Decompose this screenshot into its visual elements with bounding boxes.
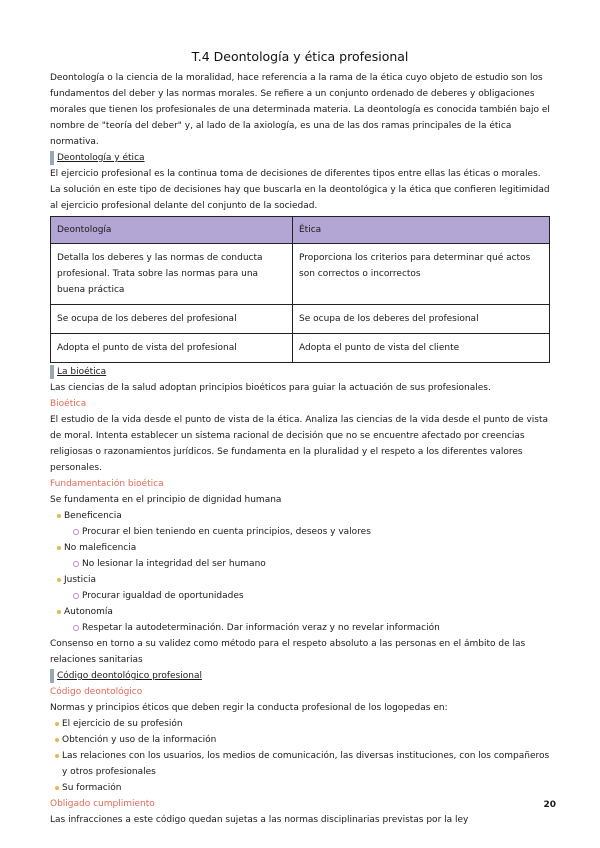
- page-title: T.4 Deontología y ética profesional: [191, 49, 409, 64]
- table-row: [51, 305, 550, 334]
- page-number: 20: [543, 800, 556, 810]
- list-item: Justicia: [50, 572, 550, 588]
- table-row: [51, 244, 550, 305]
- table-cell: Detalla los deberes y las normas de conducta profesional. Trata sobre las normas para una buena práctica: [51, 244, 293, 305]
- list-item: Su formación: [50, 780, 550, 796]
- list-subitem: No lesionar la integridad del ser humano: [50, 556, 550, 572]
- subheading-fundamentacion: Fundamentación bioética: [50, 479, 164, 489]
- obligado-text: Las infracciones a este código quedan sujetas a las normas disciplinarias previstas por la ley: [50, 815, 469, 825]
- section1-paragraph: El ejercicio profesional es la continua toma de decisiones de diferentes tipos entre ellas las éticas o morales. La solución en este tipo de decisiones hay que buscarla en la deontológica y la ética que confieren legitimidad al ejercicio profesional delante del conjunto de la sociedad.: [50, 169, 550, 211]
- subheading-obligado: Obligado cumplimiento: [50, 799, 155, 809]
- table-cell: Adopta el punto de vista del profesional: [51, 334, 293, 363]
- consenso-paragraph: Consenso en torno a su validez como método para el respeto absoluto a las personas en el ámbito de las relaciones sanitarias: [50, 639, 526, 665]
- table-cell: Se ocupa de los deberes del profesional: [293, 305, 550, 334]
- table-cell: Adopta el punto de vista del cliente: [293, 334, 550, 363]
- list-item: Beneficencia: [50, 508, 550, 524]
- section-heading-deontologia: Deontología y ética: [50, 151, 145, 165]
- subheading-codigo: Código deontológico: [50, 687, 143, 697]
- table-cell: Proporciona los criterios para determinar qué actos son correctos o incorrectos: [293, 244, 550, 305]
- table-header-cell: Ética: [293, 217, 550, 244]
- list-item: No maleficencia: [50, 540, 550, 556]
- fundamentacion-text: Se fundamenta en el principio de dignidad humana: [50, 495, 282, 505]
- section-heading-bioetica: La bioética: [50, 365, 106, 379]
- table-header-row: [51, 217, 550, 244]
- list-item: Obtención y uso de la información: [50, 732, 550, 748]
- bioetica-intro: Las ciencias de la salud adoptan principios bioéticos para guiar la actuación de sus profesionales.: [50, 383, 491, 393]
- list-subitem: Procurar el bien teniendo en cuenta principios, deseos y valores: [50, 524, 550, 540]
- table-row: [51, 334, 550, 363]
- comparison-table: [50, 216, 550, 363]
- list-item: El ejercicio de su profesión: [50, 716, 550, 732]
- table-header-cell: Deontología: [51, 217, 293, 244]
- principles-list: [50, 508, 550, 636]
- codigo-list: [50, 716, 550, 796]
- table-cell: Se ocupa de los deberes del profesional: [51, 305, 293, 334]
- bioetica-paragraph: El estudio de la vida desde el punto de vista de la ética. Analiza las ciencias de la vida desde el punto de vista de moral. Intenta establecer un sistema racional de decisión que no se encuentre afectado por creencias religiosas o razonamientos jurídicos. Se fundamenta en la pluralidad y el respeto a los diferentes valores personales.: [50, 415, 549, 473]
- codigo-text: Normas y principios éticos que deben regir la conducta profesional de los logopedas en:: [50, 703, 448, 713]
- intro-paragraph: Deontología o la ciencia de la moralidad, hace referencia a la rama de la ética cuyo objeto de estudio son los fundamentos del deber y las normas morales. Se refiere a un conjunto ordenado de deberes y obligaciones morales que tienen los profesionales de una determinada materia. La deontología es conocida también bajo el nombre de "teoría del deber" y, al lado de la axiología, es una de las dos ramas principales de la ética normativa.: [50, 73, 550, 147]
- section-heading-codigo: Código deontológico profesional: [50, 669, 202, 683]
- subheading-bioetica: Bioética: [50, 399, 87, 409]
- list-subitem: Respetar la autodeterminación. Dar información veraz y no revelar información: [50, 620, 550, 636]
- list-item: Autonomía: [50, 604, 550, 620]
- list-subitem: Procurar igualdad de oportunidades: [50, 588, 550, 604]
- list-item: Las relaciones con los usuarios, los medios de comunicación, las diversas instituciones, con los compañeros y otros profesionales: [50, 748, 550, 780]
- document-page: [50, 48, 550, 828]
